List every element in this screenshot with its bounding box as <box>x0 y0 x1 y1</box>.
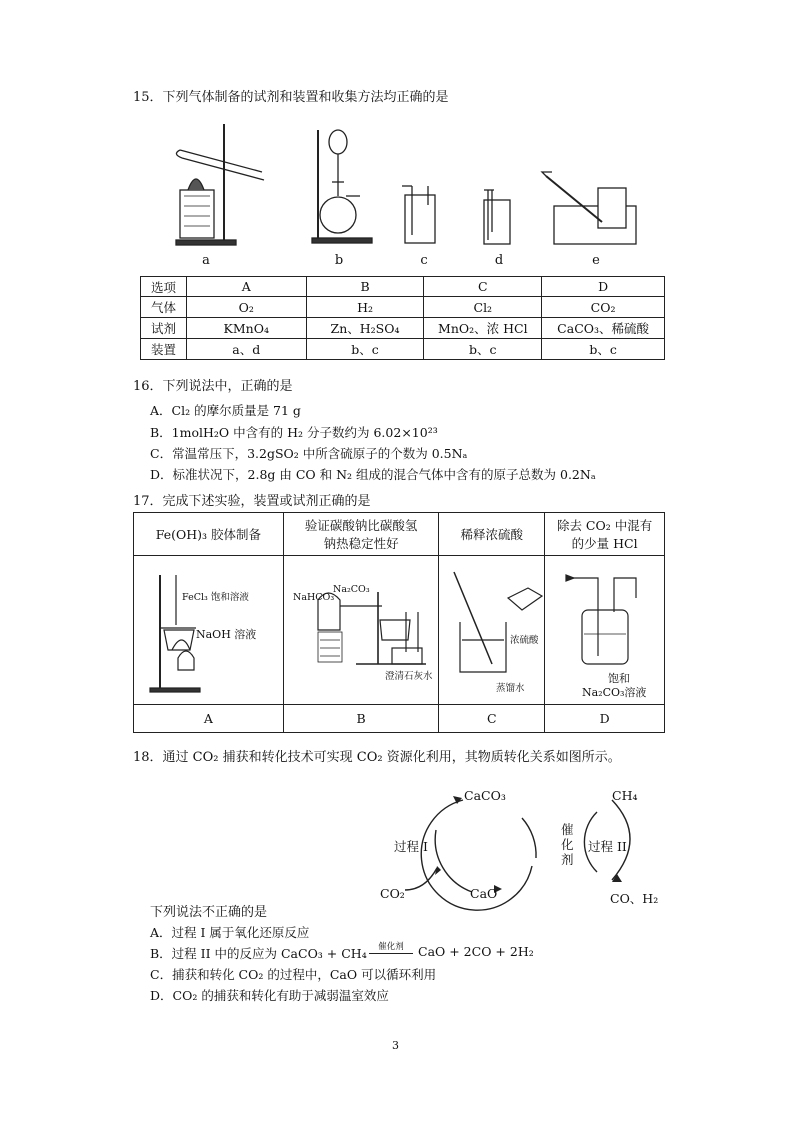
cell: CO₂ <box>542 297 665 318</box>
q16-stem: 16．下列说法中，正确的是 <box>133 379 293 394</box>
label-conc-acid: 浓硫酸 <box>510 635 539 646</box>
cell: Cl₂ <box>424 297 542 318</box>
cell: Zn、H₂SO₄ <box>306 318 424 339</box>
label-na2co3: Na₂CO₃ <box>333 584 370 595</box>
cell: A <box>186 277 306 297</box>
q18-sub-stem: 下列说法不正确的是 <box>150 905 268 920</box>
q18-option-b-products: CaO + 2CO + 2H₂ <box>418 944 534 959</box>
cell: MnO₂、浓 HCl <box>424 318 542 339</box>
label-na2co3-solution: Na₂CO₃溶液 <box>582 686 647 699</box>
apparatus-label-c: c <box>420 253 428 268</box>
header-fe-oh3: Fe(OH)₃ 胶体制备 <box>134 513 284 556</box>
q16-option-a: A．Cl₂ 的摩尔质量是 71 g <box>150 403 301 418</box>
header-carbonate-line2: 钠热稳定性好 <box>323 536 399 551</box>
q16-option-b: B．1molH₂O 中含有的 H₂ 分子数约为 6.02×10²³ <box>150 425 438 440</box>
cell: b、c <box>306 339 424 360</box>
label-distilled-water: 蒸馏水 <box>496 683 525 694</box>
cell: b、c <box>542 339 665 360</box>
answer-a: A <box>134 705 284 733</box>
apparatus-label-a: a <box>202 253 210 268</box>
q18-option-a: A．过程 I 属于氧化还原反应 <box>150 925 310 940</box>
q16-option-c: C．常温常压下，3.2gSO₂ 中所含硫原子的个数为 0.5Nₐ <box>150 446 468 461</box>
q16-option-d: D．标准状况下，2.8g 由 CO 和 N₂ 组成的混合气体中含有的原子总数为 0.2Nₐ <box>150 467 596 482</box>
answer-c: C <box>439 705 545 733</box>
q18-option-d: D．CO₂ 的捕获和转化有助于减弱温室效应 <box>150 988 389 1003</box>
q18-option-b-arrow <box>369 943 413 954</box>
label-ch4: CH₄ <box>612 788 638 803</box>
page-number: 3 <box>392 1039 399 1052</box>
q15-stem: 15．下列气体制备的试剂和装置和收集方法均正确的是 <box>133 90 449 105</box>
header-remove-hcl-line1: 除去 CO₂ 中混有 <box>556 518 653 533</box>
apparatus-label-d: d <box>494 253 504 268</box>
cell: CaCO₃、稀硫酸 <box>542 318 665 339</box>
cell: 气体 <box>141 297 187 318</box>
label-catalyst: 催化剂 <box>561 822 574 867</box>
q18-option-b-catalyst: 催化剂 <box>378 942 404 952</box>
q18-option-c: C．捕获和转化 CO₂ 的过程中，CaO 可以循环利用 <box>150 967 437 982</box>
label-process-2: 过程 II <box>588 839 627 854</box>
cell: D <box>542 277 665 297</box>
q17-stem: 17．完成下述实验，装置或试剂正确的是 <box>133 494 371 509</box>
answer-b: B <box>283 705 439 733</box>
cell: C <box>424 277 542 297</box>
label-cao: CaO <box>470 886 498 901</box>
q18-option-b: B．过程 II 中的反应为 CaCO₃ + CH₄ <box>150 946 367 961</box>
header-dilute-acid: 稀释浓硫酸 <box>439 513 545 556</box>
label-nahco3: NaHCO₃ <box>293 592 335 603</box>
cell: 试剂 <box>141 318 187 339</box>
label-limewater: 澄清石灰水 <box>385 671 433 682</box>
cell: KMnO₄ <box>186 318 306 339</box>
cell: 装置 <box>141 339 187 360</box>
label-co-h2: CO、H₂ <box>610 891 659 906</box>
cell: b、c <box>424 339 542 360</box>
header-carbonate-line1: 验证碳酸钠比碳酸氢 <box>304 518 418 533</box>
cell: a、d <box>186 339 306 360</box>
answer-d: D <box>545 705 665 733</box>
label-naoh: NaOH 溶液 <box>196 628 257 641</box>
label-process-1: 过程 I <box>394 839 428 854</box>
cell: 选项 <box>141 277 187 297</box>
apparatus-label-b: b <box>334 253 344 268</box>
label-co2: CO₂ <box>380 886 405 901</box>
cell: H₂ <box>306 297 424 318</box>
cell: O₂ <box>186 297 306 318</box>
header-remove-hcl-line2: 的少量 HCl <box>571 536 638 551</box>
cell: B <box>306 277 424 297</box>
apparatus-label-e: e <box>592 253 600 268</box>
label-saturated: 饱和 <box>608 672 630 685</box>
label-fecl3: FeCl₃ 饱和溶液 <box>182 592 249 603</box>
label-caco3: CaCO₃ <box>464 788 506 803</box>
q18-stem: 18．通过 CO₂ 捕获和转化技术可实现 CO₂ 资源化利用，其物质转化关系如图所示。 <box>133 750 621 765</box>
reaction-arrow <box>369 953 413 954</box>
